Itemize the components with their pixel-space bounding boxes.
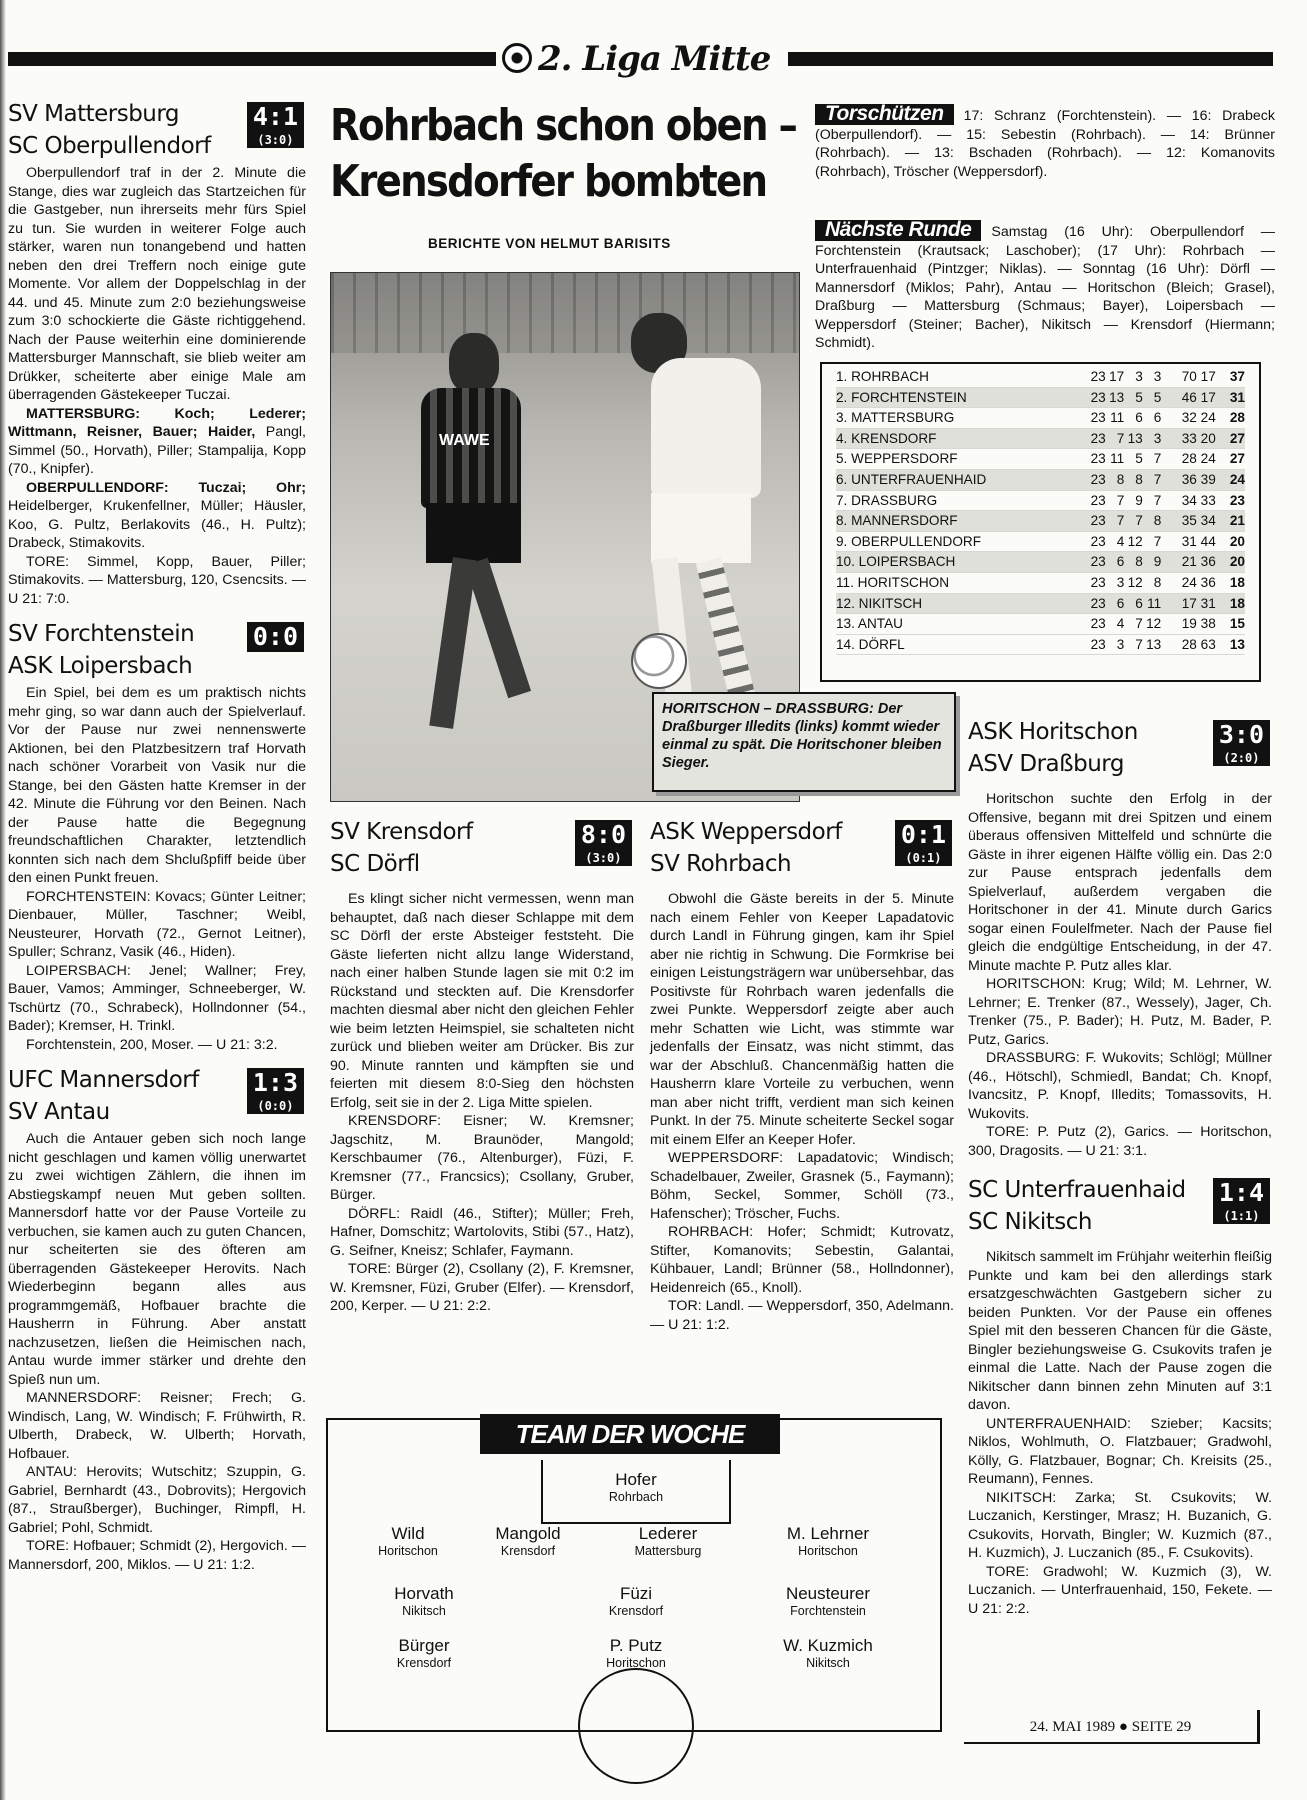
table-row [836,635,1245,656]
match-header-unterfrauenhaid [968,1174,1272,1240]
table-cell-team: 14. DÖRFL [836,636,905,652]
table-row [836,491,1245,512]
table-cell-l: 7 [1153,492,1162,508]
table-cell-pts: 15 [1229,616,1245,632]
table-cell-goals: 31 44 [1181,533,1216,549]
table-cell-w: 4 [1116,533,1125,549]
table-cell-team: 7. DRASSBURG [836,492,938,508]
table-cell-pts: 27 [1229,451,1245,467]
away-team: ASV Draßburg [968,751,1124,777]
table-row [836,594,1245,615]
lineup-home: FORCHTENSTEIN: Kovacs; Günter Leitner; Dienbauer, Müller, Taschner; Weibl, Neusteurer, Horvath (72., Gernot Leitner), Spuller; Schranz, Vasik (46., Hiden). [8,888,306,960]
table-row [836,429,1245,450]
table-cell-d: 12 [1127,533,1143,549]
match-header-krensdorf [330,816,634,882]
table-row [836,367,1245,388]
player-midfielder: Neusteurer Forchtenstein [785,1584,871,1618]
table-cell-pts: 31 [1229,389,1245,405]
goals-info: TORE: Hofbauer; Schmidt (2), Hergovich. — Mannersdorf, 200, Miklos. — U 21: 1:2. [8,1538,306,1573]
lineup-away: ANTAU: Herovits; Wutschitz; Szuppin, G. Gabriel, Bernhardt (43., Dobrovits); Hergovich (87., Straußberger), Buchinger, Rimpfl, H. Gabriel; Pohl, Schmidt. [8,1464,306,1536]
photo-caption: HORITSCHON – DRASSBURG: Der Draßburger Illedits (links) kommt wieder einmal zu spät. Die Horitschoner bleiben Sieger. [652,692,956,792]
football-icon [502,43,532,73]
home-team: ASK Weppersdorf [650,819,842,845]
match-header-horitschon [968,716,1272,782]
naechste-runde-box [815,220,1275,353]
match-header-forchtenstein [8,618,306,684]
table-cell-l: 7 [1153,533,1162,549]
goals-info: TORE: P. Putz (2), Garics. — Horitschon, 300, Dragosits. — U 21: 3:1. [968,1124,1272,1159]
table-cell-g: 23 [1090,574,1106,590]
table-cell-w: 6 [1116,595,1125,611]
table-cell-pts: 13 [1229,636,1245,652]
table-cell-g: 23 [1090,636,1106,652]
table-row [836,511,1245,532]
lineup-away: DÖRFL: Raidl (46., Stifter); Müller; Freh, Hafner, Domschitz; Wartolovits, Stibi (57., Hatz), G. Seifner, Kneisz; Schlafer, Faymann. [330,1205,634,1259]
table-cell-pts: 28 [1229,410,1245,426]
table-cell-w: 7 [1116,492,1125,508]
player-striped-figure: WAWE [391,333,541,753]
match-report: Obwohl die Gäste bereits in der 5. Minute nach einem Fehler von Keeper Lapadatovic durch Landl in Führung gingen, kam ihr Spiel aber nie richtig in Schwung. Die Formkrise bei einigen Leistungsträgern war unübersehbar, das Positivste für Rohrbach waren jedenfalls die zwei Punkte. Weppersdorf zeigte aber auch mehr Schatten wie Licht, was stimmte war jedenfalls der Einsatz, was nicht stimmt, das war der Abschluß. Chancenmäßig hatten die Hausherrn klare Vorteile zu verbuchen, wenn man aber nicht trifft, verdient man sich keinen Punkt. In der 75. Minute scheiterte Seckel sogar mit einem Elfer an Keeper Hofer. [650,891,954,1148]
table-cell-d: 5 [1135,389,1143,405]
goals-info: TOR: Landl. — Weppersdorf, 350, Adelmann. — U 21: 1:2. [650,1298,954,1333]
table-cell-team: 10. LOIPERSBACH [836,554,956,570]
table-cell-d: 12 [1127,574,1143,590]
table-cell-goals: 17 31 [1181,595,1216,611]
table-cell-w: 4 [1116,616,1125,632]
table-cell-w: 7 [1116,513,1125,529]
score-badge: 4:1 (3:0) [247,102,304,148]
table-cell-team: 4. KRENSDORF [836,430,937,446]
table-cell-w: 3 [1116,636,1125,652]
table-cell-g: 23 [1090,554,1106,570]
table-cell-w: 11 [1110,410,1125,426]
table-cell-pts: 20 [1229,533,1245,549]
player-defender: Wild Horitschon [378,1524,438,1558]
section-title: 2. Liga Mitte [502,39,782,79]
table-cell-pts: 37 [1229,369,1245,384]
team-der-woche [326,1418,942,1732]
match-report: Oberpullendorf traf in der 2. Minute die Stange, dies war zugleich das Startzeichen für die Gastgeber, nun ihrerseits mehr fürs Spiel zu tun. Sie wurden in weiterer Folge auch stärker, waren nun tonangebend und hatten neben den drei Treffern noch einige gute Momente. Vor allem der Doppelschlag in der 44. und 45. Minute zum 2:0 beziehungsweise zum 3:0 schockierte die Gäste richtiggehend. Nach der Pause weiterhin eine dominierende Mattersburger Mannschaft, sie blieb weiter am Drükker, scheiterte aber einige Male am überragenden Gästekeeper Tuczai. [8,165,306,403]
table-cell-l: 7 [1153,451,1162,467]
player-midfielder: Horvath Nikitsch [394,1584,454,1618]
team-der-woche-title: TEAM DER WOCHE [480,1414,780,1454]
table-cell-l: 5 [1153,389,1162,405]
table-cell-g: 23 [1090,533,1106,549]
table-cell-pts: 23 [1229,492,1245,508]
home-team: UFC Mannersdorf [8,1067,199,1093]
match-report: Nikitsch sammelt im Frühjahr weiterhin fleißig Punkte und kam bei den allerdings stark ersatzgeschwächten Gastgebern sicher zu beiden Punkten. Vor der Pause ein offenes Spiel mit den besseren Chancen für die Gäste, Bingler beziehungsweise G. Csukovits trafen je einmal die Latte. Nach der Pause zogen die Nikitscher dann binnen zehn Minuten auf 3:1 davon. [968,1249,1272,1413]
table-cell-pts: 20 [1229,554,1245,570]
table-cell-l: 8 [1153,513,1162,529]
table-cell-goals: 24 36 [1181,574,1216,590]
naechste-runde-text: Samstag (16 Uhr): Oberpullendorf — Forchtenstein (Krautsack; Laschober); (17 Uhr): Rohrbach — Unterfrauenhaid (Pintzger; Niklas). — Sonntag (16 Uhr): Dörfl — Mannersdorf (Miklos; Pahr), Antau — Horitschon (Bleich; Grasel), Draßburg — Mattersburg (Schmaus; Bayer), Loipersbach — Weppersdorf (Steiner; Bacher), Nikitsch — Krensdorf (Hiermann; Schmidt). [815,224,1275,351]
lineup-home: KRENSDORF: Eisner; W. Kremsner; Jagschitz, M. Braunöder, Mangold; Kerschbaumer (76., Altenburger), Füzi, F. Kremsner (77., Francsics); Csollany, Gruber, Bürger. [330,1113,634,1203]
table-cell-g: 23 [1090,471,1106,487]
table-cell-goals: 46 17 [1181,389,1216,405]
lineup-home: MATTERSBURG: Koch; Lederer; Wittmann, Reisner, Bauer; Haider, Pangl, Simmel (50., Horvath), Piller; Stampalija, Kopp (70., Knipfer). [8,405,307,477]
table-cell-g: 23 [1090,430,1106,446]
table-cell-d: 8 [1135,471,1143,487]
table-cell-goals: 70 17 [1181,369,1216,384]
table-cell-team: 6. UNTERFRAUENHAID [836,471,987,487]
lineup-away: DRASSBURG: F. Wukovits; Schlögl; Müllner (46., Hötschl), Schmiedl, Bandat; Ch. Knopf, Ivancsitz, P. Knopf, Illedits; Tomassovits, H. Wukovits. [968,1050,1272,1122]
right-column [968,716,1272,1618]
table-cell-team: 12. NIKITSCH [836,595,923,611]
away-team: SV Rohrbach [650,851,792,877]
table-cell-team: 1. ROHRBACH [836,369,929,384]
table-cell-d: 7 [1135,513,1143,529]
table-cell-g: 23 [1090,389,1106,405]
home-team: ASK Horitschon [968,719,1138,745]
home-team: SV Krensdorf [330,819,473,845]
table-cell-pts: 21 [1229,513,1245,529]
lineup-home: HORITSCHON: Krug; Wild; M. Lehrner, W. Lehrner; E. Trenker (87., Wessely), Jager, Ch. Trenker (75., P. Bader); H. Putz, M. Bader, P. Putz, Garics. [968,976,1272,1048]
player-goalkeeper: Hofer Rohrbach [608,1470,664,1504]
away-team: SC Nikitsch [968,1209,1092,1235]
table-cell-team: 13. ANTAU [836,616,903,632]
banner-rule-right [788,52,1273,66]
away-team: ASK Loipersbach [8,653,193,679]
table-cell-d: 7 [1135,636,1143,652]
score-badge: 8:0 (3:0) [575,820,632,866]
page-edge-shadow [0,0,6,1800]
table-cell-goals: 35 34 [1181,513,1216,529]
table-row [836,449,1245,470]
match-report: Ein Spiel, bei dem es um praktisch nichts mehr ging, so war dann auch der Spielverlauf. Vor der Pause nur zwei nennenswerte Aktionen, bei den Platzbesitzern traf Horvath nach schöner Vorarbeit von Vasik nur die Stange, bei den Gästen hatte Kremser in der 42. Minute die Führung vor den Beinen. Nach der Pause hatte die Begegnung freundschaftlichen Charakter, letztendlich konnten sich nach dem Shclußpfiff beide über den einen Punkt freuen. [8,685,306,886]
home-team: SC Unterfrauenhaid [968,1177,1186,1203]
naechste-runde-label: Nächste Runde [815,220,981,241]
match-report: Es klingt sicher nicht vermessen, wenn man behauptet, daß nach dieser Schlappe mit dem SC Dörfl der erste Absteiger feststeht. Die Gäste lieferten nicht allzu lange Widerstand, nach einer halben Stunde lagen sie mit 0:2 im Rückstand und steckten auf. Die Krensdorfer machten diesmal aber nicht den gleichen Fehler wie beim letzten Heimspiel, sie schalteten nicht zurück und blieben weiter am Drücker. Bis zur 90. Minute rannten und kämpften sie und feierten mit diesem 8:0-Sieg den höchsten Erfolg, seit sie in der 2. Liga Mitte spielen. [330,891,634,1111]
lineup-away: ROHRBACH: Hofer; Schmidt; Kutrovatz, Stifter, Komanovits; Sebestin, Galantai, Kühbauer, Landl; Brünner (58., Hollndonner), Heidenreich (65., Knoll). [650,1224,954,1296]
table-cell-l: 3 [1153,430,1162,446]
table-cell-w: 8 [1116,471,1125,487]
table-cell-g: 23 [1090,451,1106,467]
middle-column-weppersdorf [650,816,954,1334]
table-cell-w: 13 [1109,389,1125,405]
table-row [836,552,1245,573]
table-row [836,470,1245,491]
table-cell-goals: 36 39 [1181,471,1216,487]
table-cell-g: 23 [1090,369,1106,384]
table-cell-team: 11. HORITSCHON [836,574,950,590]
table-cell-g: 23 [1090,595,1106,611]
match-header-mattersburg [8,98,306,164]
lineup-home: UNTERFRAUENHAID: Szieber; Kacsits; Niklos, Wohlmuth, O. Flatzbauer; Gradwohl, Kölly, G. Flatzbauer, Bognar; Ch. Kreisits (25., Reumann), Fennes. [968,1415,1272,1487]
table-cell-l: 13 [1146,636,1162,652]
table-cell-d: 3 [1135,369,1143,384]
torschuetzen-box [815,104,1275,181]
player-midfielder: Füzi Krensdorf [608,1584,664,1618]
lineup-away: NIKITSCH: Zarka; St. Csukovits; W. Luczanich, Kerstinger, Mrasz; H. Buzanich, G. Csukovits, Horvath, Bingler; W. Kuzmich (87., H. Kuzmich), J. Luczanich (85., F. Csukovits). [968,1489,1272,1561]
table-cell-d: 5 [1135,451,1143,467]
left-column [8,98,306,1574]
table-cell-goals: 32 24 [1181,410,1216,426]
lineup-away: OBERPULLENDORF: Tuczai; Ohr; Heidelberger, Krukenfellner, Müller; Häusler, Koo, G. Pultz, Berlakovits (46., H. Pultz); Drabeck, Stimakovits. [8,479,306,551]
table-cell-g: 23 [1090,616,1106,632]
table-cell-l: 12 [1146,616,1162,632]
score-badge: 1:4 (1:1) [1213,1178,1270,1224]
player-forward: W. Kuzmich Nikitsch [783,1636,873,1670]
section-banner [8,39,1273,79]
table-cell-d: 8 [1135,554,1143,570]
league-table [820,362,1261,682]
player-forward: Bürger Krensdorf [396,1636,452,1670]
middle-column-krensdorf [330,816,634,1316]
match-report: Auch die Antauer geben sich noch lange nicht geschlagen und kamen völlig unerwartet zu zwei wichtigen Zählern, die ihnen im Abstiegskampf neuen Mut geben sollten. Mannersdorf hatte vor der Pause Vorteile zu verbuchen, sie kamen auch zu guten Chancen, nur scheiterten sie des öfteren am überragenden Gästekeeper Herovits. Nach Wiederbeginn begann alles aus programmgemäß, Hofbauer brachte die Hausherrn in Führung. Aber anstatt nachzusetzen, ließen die Heimischen nach, Antau wurde immer stärker und drehte den Spieß nun um. [8,1131,306,1388]
table-row [836,573,1245,594]
score-badge: 1:3 (0:0) [247,1068,304,1114]
player-defender: Lederer Mattersburg [634,1524,702,1558]
goals-info: TORE: Gradwohl; W. Kuzmich (3), W. Luczanich. — Unterfrauenhaid, 150, Fekete. — U 21: 2:2. [968,1563,1272,1617]
page-footer: 24. MAI 1989 ● SEITE 29 [964,1710,1260,1744]
table-cell-team: 8. MANNERSDORF [836,513,958,529]
score-badge: 0:0 [247,622,304,652]
table-cell-l: 6 [1153,410,1162,426]
table-cell-l: 11 [1147,595,1162,611]
headline: Rohrbach schon oben – Krensdorfer bombten [330,100,797,207]
table-cell-w: 7 [1116,430,1125,446]
table-cell-goals: 19 38 [1181,616,1216,632]
table-cell-pts: 18 [1229,574,1245,590]
match-header-mannersdorf [8,1064,306,1130]
table-cell-d: 6 [1135,595,1143,611]
away-team: SC Dörfl [330,851,420,877]
table-cell-goals: 33 20 [1181,430,1216,446]
table-cell-l: 7 [1153,471,1162,487]
lineup-home: MANNERSDORF: Reisner; Frech; G. Windisch, Lang, W. Windisch; F. Frühwirth, R. Ulberth, Drabeck, W. Ulberth; Horvath, Hofbauer. [8,1390,306,1462]
table-row [836,614,1245,635]
table-cell-g: 23 [1090,513,1106,529]
table-cell-w: 11 [1110,451,1125,467]
table-cell-d: 13 [1127,430,1143,446]
table-cell-d: 7 [1135,616,1143,632]
center-circle [578,1668,694,1784]
table-cell-g: 23 [1090,410,1106,426]
torschuetzen-text: 17: Schranz (Forchtenstein). — 16: Drabeck (Oberpullendorf). — 15: Sebestin (Rohrbach). — 14: Brünner (Rohrbach). — 13: Bschaden (Rohrbach). — 12: Komanovits (Rohrbach), Tröscher (Weppersdorf). [815,108,1275,180]
score-badge: 0:1 (0:1) [895,820,952,866]
table-row [836,408,1245,429]
score-badge: 3:0 (2:0) [1213,720,1270,766]
banner-rule-left [8,52,496,66]
home-team: SV Forchtenstein [8,621,195,647]
away-team: SC Oberpullendorf [8,133,211,159]
table-cell-d: 9 [1135,492,1143,508]
table-cell-l: 3 [1153,369,1162,384]
table-row [836,388,1245,409]
player-forward: P. Putz Horitschon [606,1636,666,1670]
table-cell-pts: 27 [1229,430,1245,446]
match-header-weppersdorf [650,816,954,882]
player-white-figure [611,313,781,753]
table-cell-d: 6 [1135,410,1143,426]
table-cell-pts: 24 [1229,471,1245,487]
goals-info: Forchtenstein, 200, Moser. — U 21: 3:2. [26,1036,278,1053]
table-cell-w: 6 [1116,554,1125,570]
lineup-home: WEPPERSDORF: Lapadatovic; Windisch; Schadelbauer, Zweiler, Grasnek (5., Faymann); Böhm, Seckel, Sommer, Schöll (73., Hafenscher); Tröscher, Fuchs. [650,1150,954,1222]
table-cell-goals: 21 36 [1181,554,1216,570]
table-cell-g: 23 [1090,492,1106,508]
away-team: SV Antau [8,1099,110,1125]
table-cell-team: 2. FORCHTENSTEIN [836,389,967,405]
table-cell-pts: 18 [1229,595,1245,611]
football-image [631,633,687,689]
table-cell-w: 17 [1109,369,1125,384]
byline: BERICHTE VON HELMUT BARISITS [428,236,671,251]
table-cell-goals: 34 33 [1181,492,1216,508]
table-cell-w: 3 [1116,574,1125,590]
home-team: SV Mattersburg [8,101,180,127]
player-defender: Mangold Krensdorf [495,1524,561,1558]
table-cell-goals: 28 63 [1181,636,1216,652]
table-cell-team: 5. WEPPERSDORF [836,451,958,467]
table-row [836,532,1245,553]
torschuetzen-label: Torschützen [815,104,954,125]
table-cell-team: 9. OBERPULLENDORF [836,533,982,549]
lineup-away: LOIPERSBACH: Jenel; Wallner; Frey, Bauer, Vamos; Amminger, Schneeberger, W. Tschürtz (70., Schrabeck), Hollndonner (54., Bader); Kremser, H. Trinkl. [8,962,306,1034]
player-defender: M. Lehrner Horitschon [786,1524,870,1558]
goals-info: TORE: Simmel, Kopp, Bauer, Piller; Stimakovits. — Mattersburg, 120, Csencsits. — U 21: 7:0. [8,553,306,607]
goals-info: TORE: Bürger (2), Csollany (2), F. Kremsner, W. Kremsner, Füzi, Gruber (Elfer). — Krensdorf, 200, Kerper. — U 21: 2:2. [330,1261,634,1314]
match-report: Horitschon suchte den Erfolg in der Offensive, begann mit drei Spitzen und einem überaus offensiven Mittelfeld und schnürte die Gäste in ihrer eigenen Hälfte völlig ein. Das 2:0 zur Pause entsprach jedenfalls dem Spielverlauf, außerdem vergaben die Horitschoner in der 41. Minute durch Garics sogar einen Foulelfmeter. Nach der Pause fiel gleich die endgültige Entscheidung, in der 47. Minute machte P. Putz alles klar. [968,791,1272,974]
table-cell-l: 8 [1153,574,1162,590]
table-cell-l: 9 [1153,554,1162,570]
table-cell-goals: 28 24 [1181,451,1216,467]
table-cell-team: 3. MATTERSBURG [836,410,955,426]
